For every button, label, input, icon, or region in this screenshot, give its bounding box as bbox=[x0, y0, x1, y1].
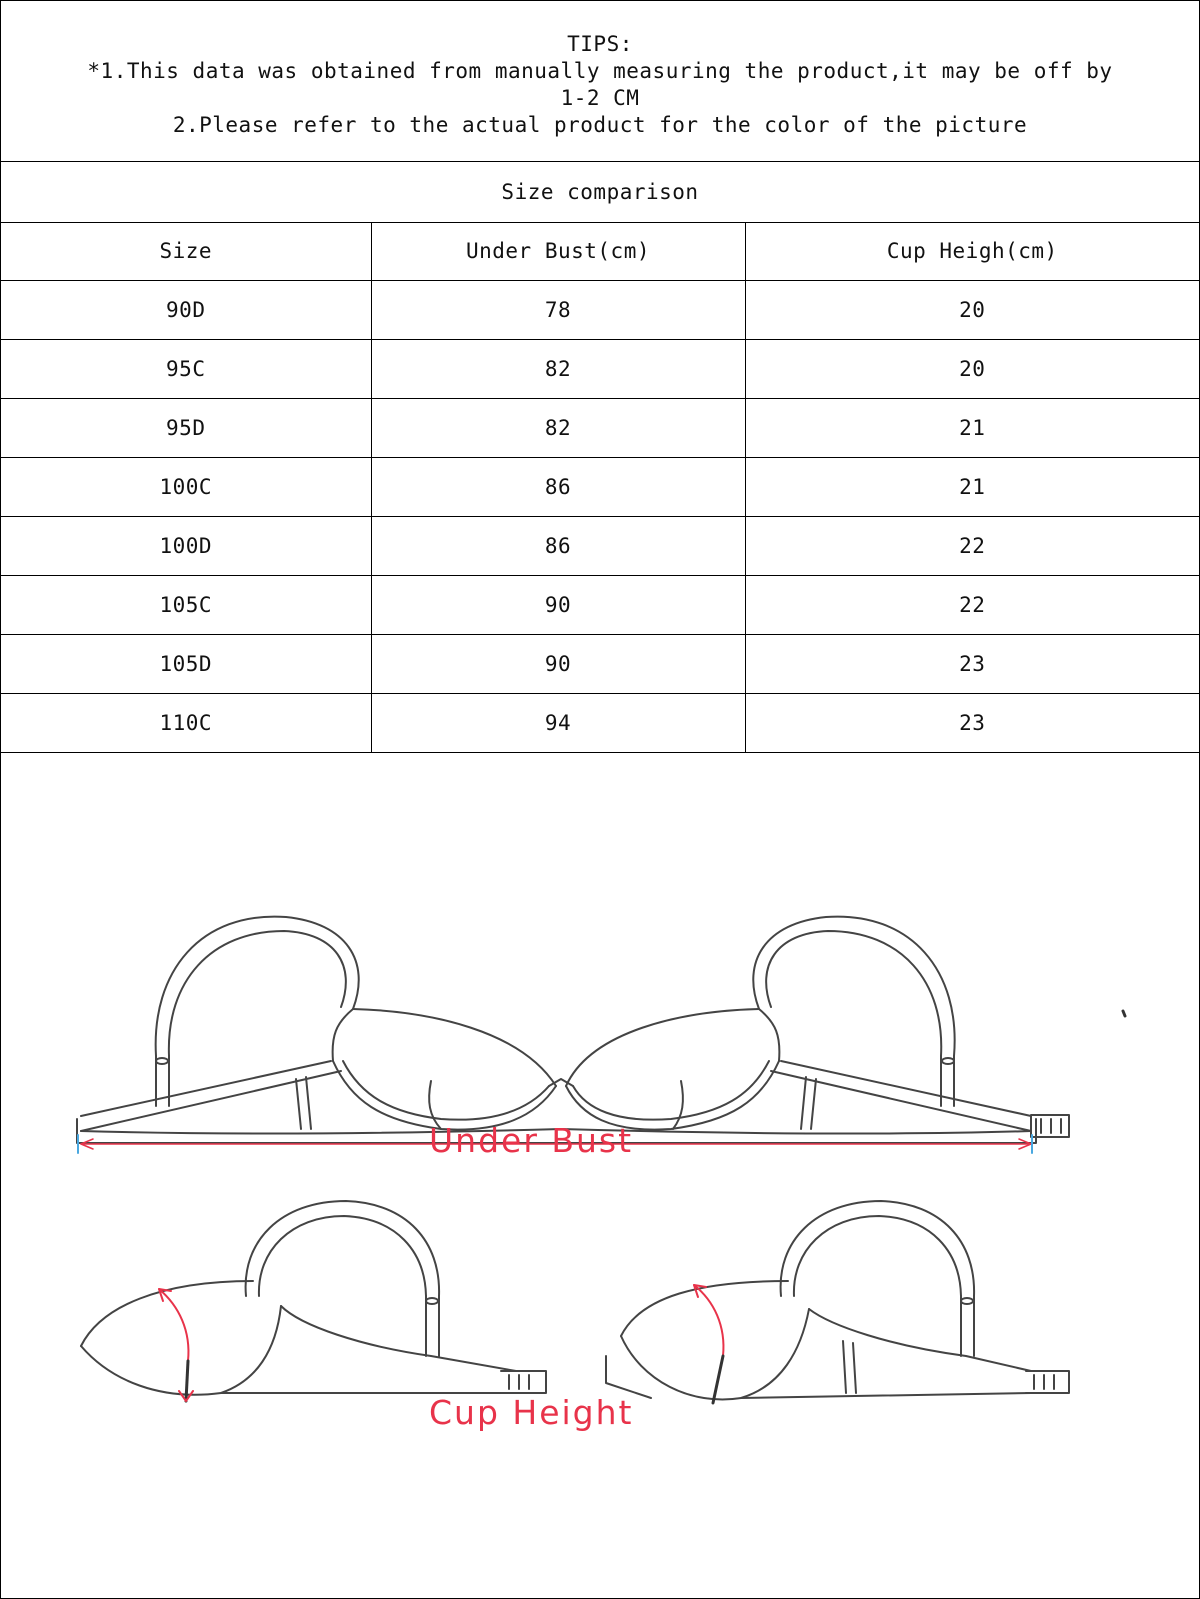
bra-illustration bbox=[1, 761, 1199, 1591]
table-row bbox=[1, 635, 1199, 694]
cell-size: 95C bbox=[1, 340, 371, 399]
cell-cup-height: 20 bbox=[745, 281, 1199, 340]
cell-size: 100D bbox=[1, 517, 371, 576]
cell-under-bust: 90 bbox=[371, 576, 745, 635]
cell-cup-height: 21 bbox=[745, 458, 1199, 517]
table-row bbox=[1, 694, 1199, 753]
table-row bbox=[1, 399, 1199, 458]
cell-size: 105C bbox=[1, 576, 371, 635]
tips-title: TIPS: bbox=[567, 32, 633, 56]
cell-cup-height: 22 bbox=[745, 576, 1199, 635]
under-bust-label: Under Bust bbox=[429, 1121, 634, 1160]
cell-cup-height: 20 bbox=[745, 340, 1199, 399]
cell-under-bust: 86 bbox=[371, 458, 745, 517]
header-cup-height: Cup Heigh(cm) bbox=[745, 222, 1199, 281]
size-table bbox=[1, 222, 1199, 753]
tips-section bbox=[1, 1, 1199, 162]
cell-under-bust: 86 bbox=[371, 517, 745, 576]
table-row bbox=[1, 576, 1199, 635]
cell-under-bust: 82 bbox=[371, 340, 745, 399]
cell-cup-height: 22 bbox=[745, 517, 1199, 576]
size-comparison-title: Size comparison bbox=[1, 162, 1199, 223]
cup-height-label: Cup Height bbox=[429, 1393, 634, 1432]
cell-size: 100C bbox=[1, 458, 371, 517]
cell-cup-height: 23 bbox=[745, 635, 1199, 694]
cell-size: 90D bbox=[1, 281, 371, 340]
table-row bbox=[1, 517, 1199, 576]
cell-size: 95D bbox=[1, 399, 371, 458]
header-under-bust: Under Bust(cm) bbox=[371, 222, 745, 281]
cell-under-bust: 94 bbox=[371, 694, 745, 753]
cell-size: 105D bbox=[1, 635, 371, 694]
measurement-diagram bbox=[1, 761, 1199, 1591]
table-header-row bbox=[1, 222, 1199, 281]
cup-height-arrow-left bbox=[159, 1289, 193, 1401]
header-size: Size bbox=[1, 222, 371, 281]
cell-size: 110C bbox=[1, 694, 371, 753]
tips-line-2: 1-2 CM bbox=[560, 86, 640, 110]
tips-line-1: *1.This data was obtained from manually measuring the product,it may be off by bbox=[87, 59, 1113, 83]
bra-side-view-left bbox=[81, 1201, 546, 1395]
cell-under-bust: 90 bbox=[371, 635, 745, 694]
bra-front-view bbox=[77, 917, 1069, 1143]
cell-under-bust: 82 bbox=[371, 399, 745, 458]
table-row bbox=[1, 458, 1199, 517]
cell-cup-height: 21 bbox=[745, 399, 1199, 458]
table-row bbox=[1, 281, 1199, 340]
bra-side-view-right bbox=[606, 1201, 1069, 1399]
tips-line-3: 2.Please refer to the actual product for the color of the picture bbox=[172, 113, 1028, 137]
cell-under-bust: 78 bbox=[371, 281, 745, 340]
cell-cup-height: 23 bbox=[745, 694, 1199, 753]
table-row bbox=[1, 340, 1199, 399]
cup-height-arrow-right bbox=[694, 1285, 723, 1403]
